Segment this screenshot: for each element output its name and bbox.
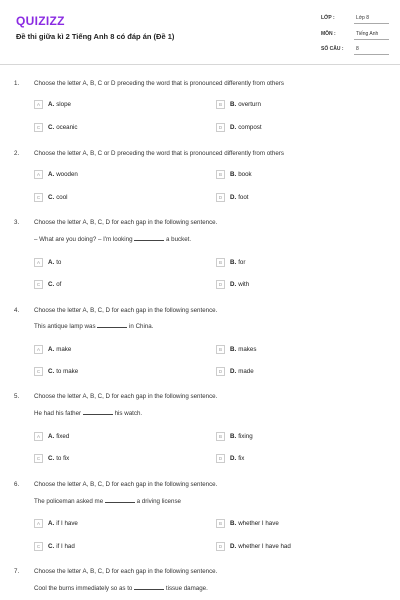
option-box: C: [34, 367, 43, 376]
question-number: 5.: [14, 393, 20, 400]
option-box: B: [216, 519, 225, 528]
option-box: C: [34, 280, 43, 289]
option-c[interactable]: C C. of: [34, 280, 61, 289]
option-box: A: [34, 258, 43, 267]
option-box: B: [216, 170, 225, 179]
question-sentence: Cool the burns immediately so as to tissue damage.: [34, 585, 208, 592]
info-underline: [354, 54, 389, 55]
info-label: MÔN :: [321, 31, 336, 37]
answer-blank: [134, 240, 164, 241]
option-box: D: [216, 542, 225, 551]
question-text: Choose the letter A, B, C, D for each gap in the following sentence.: [34, 307, 218, 314]
option-a[interactable]: A A. wooden: [34, 170, 78, 179]
option-box: C: [34, 193, 43, 202]
option-box: A: [34, 519, 43, 528]
option-d[interactable]: D D. compost: [216, 123, 262, 132]
answer-blank: [83, 414, 113, 415]
info-label: LỚP :: [321, 15, 335, 21]
answer-blank: [134, 589, 164, 590]
option-box: B: [216, 432, 225, 441]
question-text: Choose the letter A, B, C, D for each gap in the following sentence.: [34, 219, 218, 226]
option-b[interactable]: B B. fixing: [216, 432, 253, 441]
option-b[interactable]: B B. makes: [216, 345, 256, 354]
option-box: D: [216, 454, 225, 463]
info-value: Tiếng Anh: [356, 31, 379, 37]
option-d[interactable]: D D. foot: [216, 193, 249, 202]
option-box: D: [216, 193, 225, 202]
option-box: B: [216, 345, 225, 354]
option-a[interactable]: A A. if I have: [34, 519, 78, 528]
option-c[interactable]: C C. oceanic: [34, 123, 78, 132]
option-box: C: [34, 542, 43, 551]
option-box: D: [216, 280, 225, 289]
question-number: 6.: [14, 481, 20, 488]
page-header: [0, 0, 400, 62]
option-box: B: [216, 258, 225, 267]
quizizz-logo: QUIZIZZ: [16, 14, 65, 28]
question-text: Choose the letter A, B, C or D preceding the word that is pronounced differently from others: [34, 150, 284, 157]
question-text: Choose the letter A, B, C, D for each gap in the following sentence.: [34, 481, 218, 488]
option-d[interactable]: D D. made: [216, 367, 254, 376]
question-number: 1.: [14, 80, 20, 87]
question-number: 7.: [14, 568, 20, 575]
info-underline: [354, 39, 389, 40]
info-underline: [354, 23, 389, 24]
option-a[interactable]: A A. slope: [34, 100, 71, 109]
option-a[interactable]: A A. fixed: [34, 432, 69, 441]
question-sentence: He had his father his watch.: [34, 410, 143, 417]
question-sentence: This antique lamp was in China.: [34, 323, 154, 330]
question-number: 2.: [14, 150, 20, 157]
option-box: D: [216, 123, 225, 132]
option-c[interactable]: C C. if I had: [34, 542, 75, 551]
option-c[interactable]: C C. to make: [34, 367, 78, 376]
page-title: Đề thi giữa kì 2 Tiếng Anh 8 có đáp án (Đề 1): [16, 32, 175, 41]
option-b[interactable]: B B. book: [216, 170, 252, 179]
option-b[interactable]: B B. overturn: [216, 100, 261, 109]
question-text: Choose the letter A, B, C, D for each gap in the following sentence.: [34, 568, 218, 575]
option-box: A: [34, 100, 43, 109]
option-d[interactable]: D D. whether I have had: [216, 542, 291, 551]
option-box: A: [34, 432, 43, 441]
option-box: A: [34, 345, 43, 354]
info-label: SỐ CÂU :: [321, 46, 344, 52]
option-box: C: [34, 454, 43, 463]
option-box: A: [34, 170, 43, 179]
question-sentence: The policeman asked me a driving license: [34, 498, 181, 505]
answer-blank: [97, 327, 127, 328]
option-c[interactable]: C C. cool: [34, 193, 68, 202]
question-text: Choose the letter A, B, C, D for each gap in the following sentence.: [34, 393, 218, 400]
question-sentence: – What are you doing? – I'm looking a bucket.: [34, 236, 192, 243]
question-number: 3.: [14, 219, 20, 226]
info-value: 8: [356, 46, 359, 52]
info-value: Lớp 8: [356, 15, 370, 21]
option-d[interactable]: D D. with: [216, 280, 249, 289]
option-box: D: [216, 367, 225, 376]
question-text: Choose the letter A, B, C or D preceding the word that is pronounced differently from others: [34, 80, 284, 87]
option-a[interactable]: A A. to: [34, 258, 61, 267]
answer-blank: [105, 502, 135, 503]
option-b[interactable]: B B. for: [216, 258, 245, 267]
option-box: B: [216, 100, 225, 109]
option-c[interactable]: C C. to fix: [34, 454, 69, 463]
question-number: 4.: [14, 307, 20, 314]
option-d[interactable]: D D. fix: [216, 454, 244, 463]
option-b[interactable]: B B. whether I have: [216, 519, 279, 528]
option-a[interactable]: A A. make: [34, 345, 71, 354]
header-divider: [0, 64, 400, 65]
option-box: C: [34, 123, 43, 132]
